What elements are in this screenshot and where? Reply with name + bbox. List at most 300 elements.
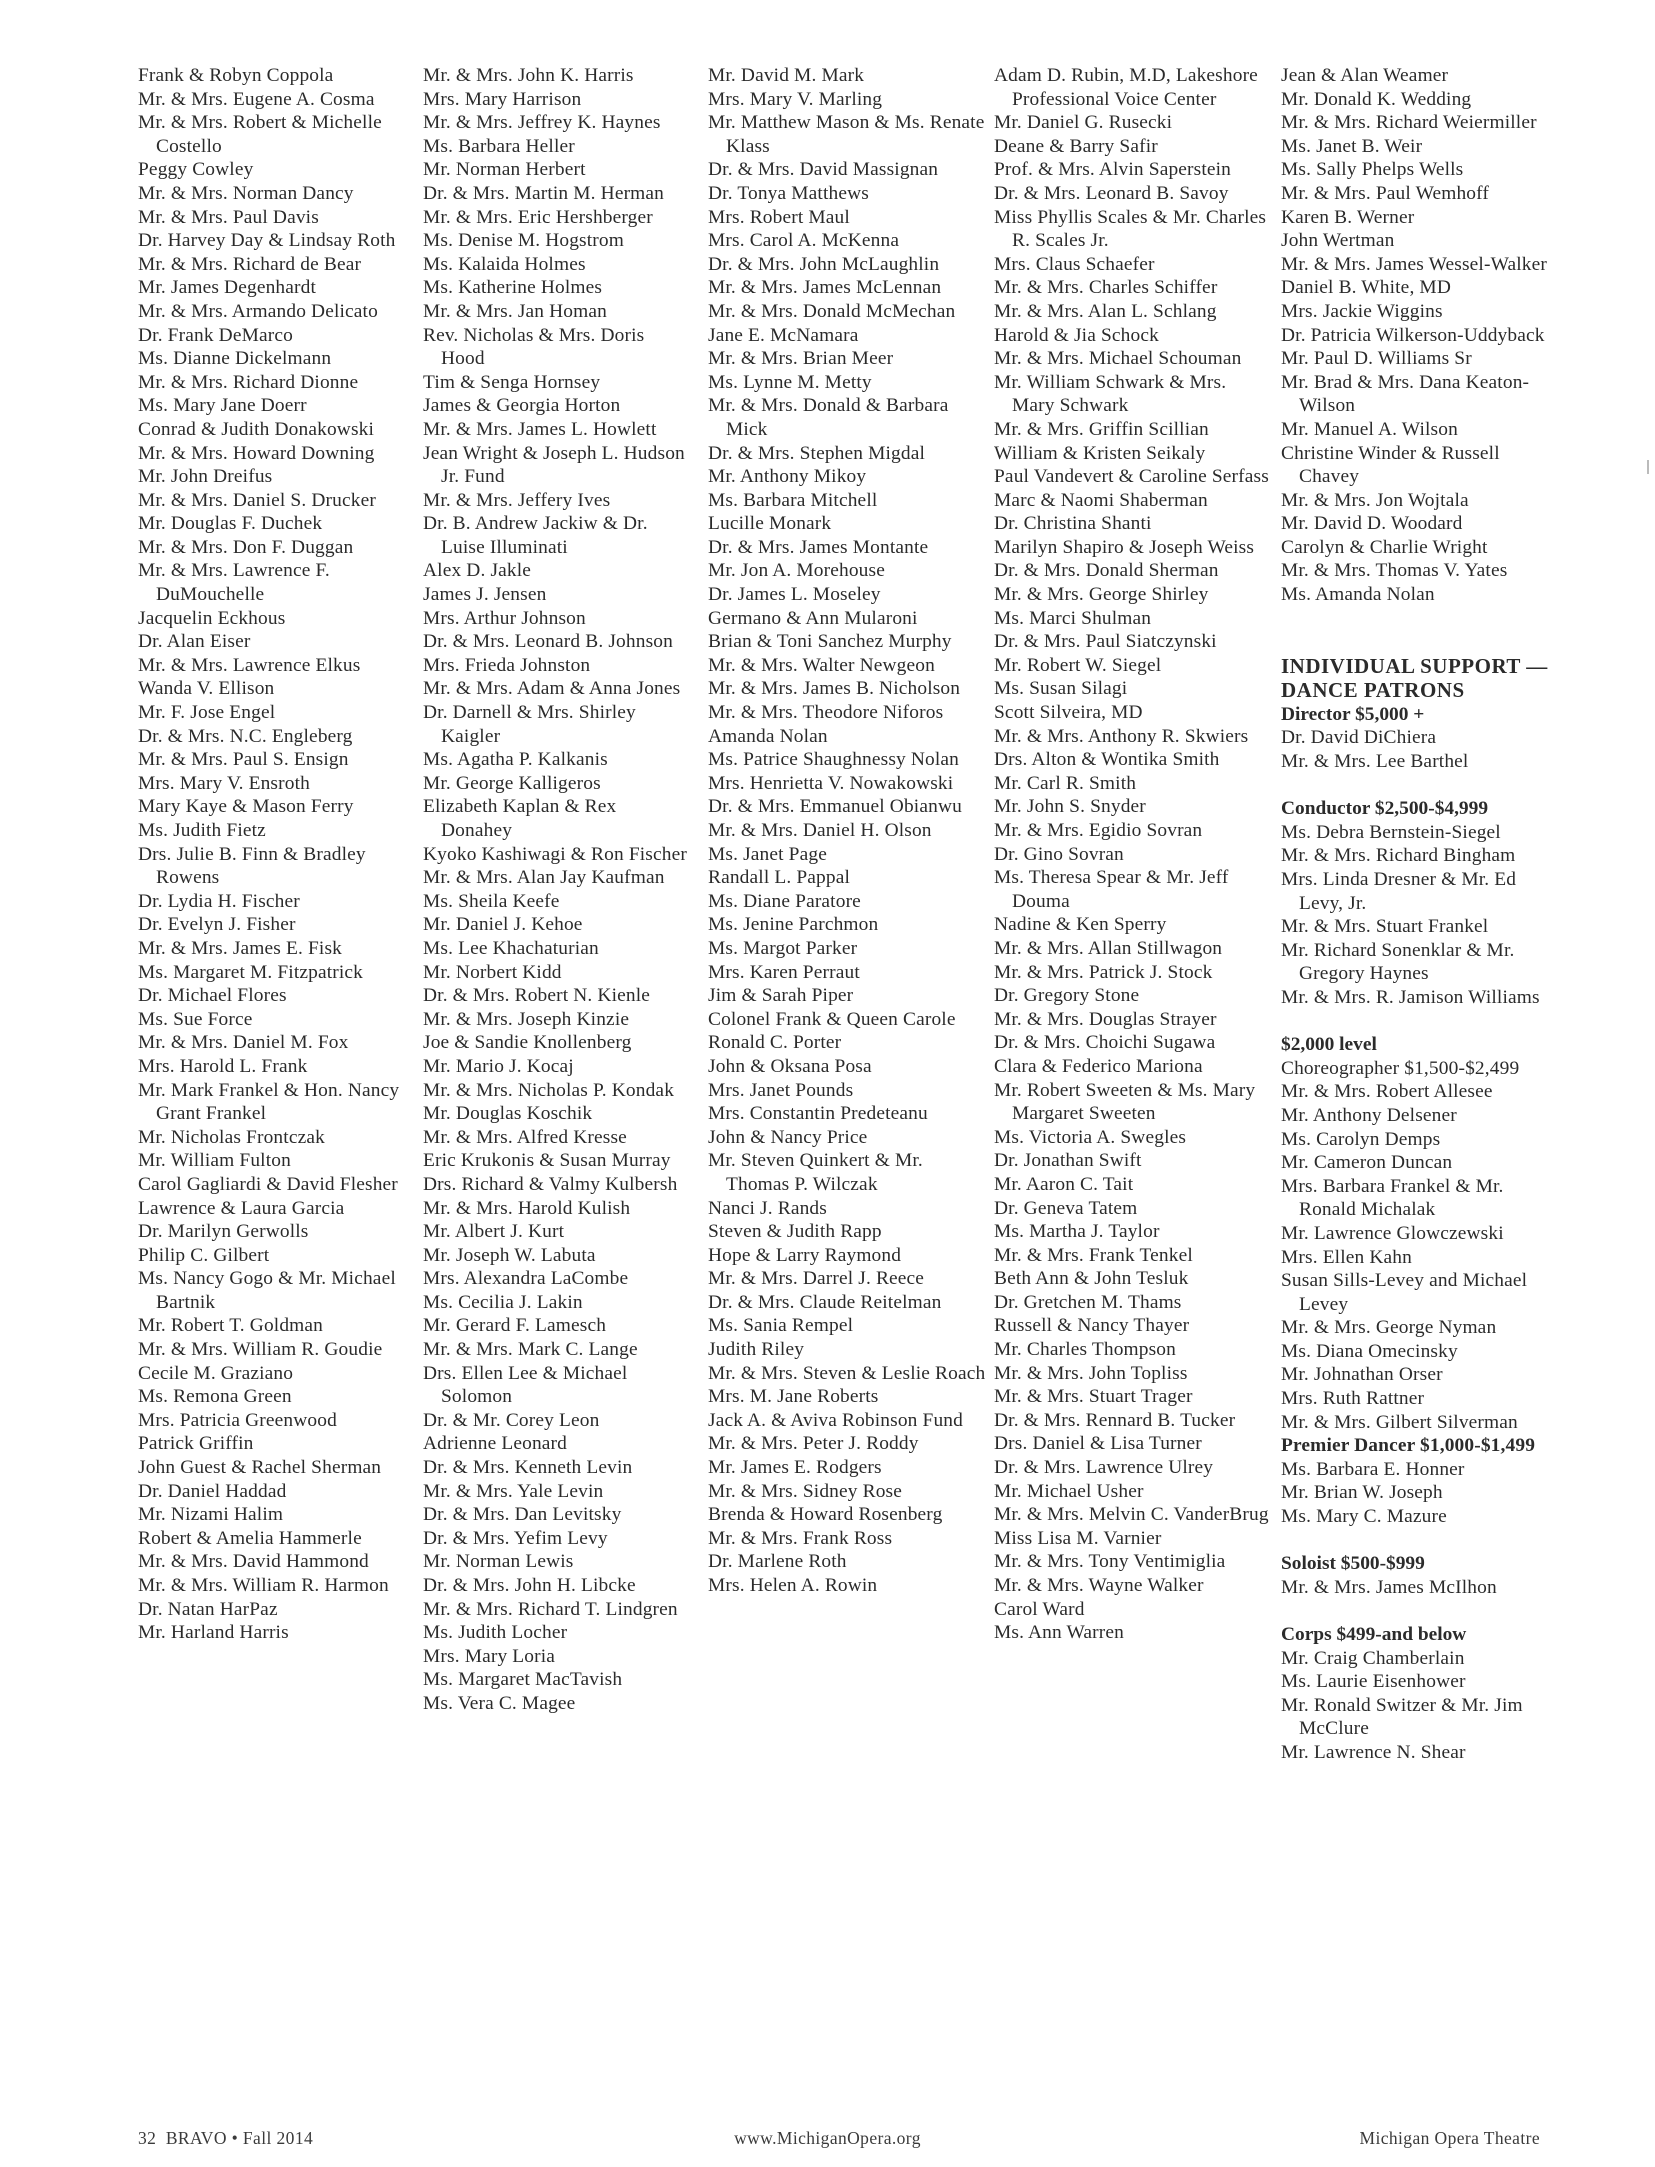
donor-name: Ms. Barbara E. Honner: [1281, 1458, 1465, 1480]
donor-name: Dr. James L. Moseley: [708, 584, 881, 606]
footer-website: www.MichiganOpera.org: [734, 2128, 921, 2148]
tier-label-2000-level: $2,000 level: [1281, 1034, 1377, 1056]
tier-list-premier-dancer: [1281, 1458, 1551, 1529]
donor-name: Lucille Monark: [708, 513, 832, 535]
donor-name: Ms. Denise M. Hogstrom: [423, 230, 624, 252]
donor-name: Mr. & Mrs. Paul Wemhoff: [1281, 182, 1490, 204]
spacer: [1281, 1599, 1551, 1623]
donor-name: Mr. Mario J. Kocaj: [423, 1055, 574, 1077]
donor-name: Mr. & Mrs. John K. Harris: [423, 65, 634, 86]
donor-name: Jacquelin Eckhous: [138, 607, 286, 629]
donor-name: Mr. & Mrs. Egidio Sovran: [994, 820, 1203, 841]
donor-name: Adam D. Rubin, M.D, Lakeshore Professional Voice Center: [994, 65, 1258, 110]
donor-name: Lawrence & Laura Garcia: [138, 1197, 345, 1219]
donor-name: Mr. & Mrs. Frank Tenkel: [994, 1244, 1193, 1266]
donor-name: Mrs. Arthur Johnson: [423, 607, 586, 629]
donor-name: Ms. Judith Fietz: [138, 820, 266, 841]
donor-name: Mr. & Mrs. Alfred Kresse: [423, 1126, 627, 1148]
donor-name: Ms. Barbara Mitchell: [708, 489, 878, 511]
donor-name: Dr. & Mrs. Kenneth Levin: [423, 1457, 633, 1479]
donor-name: Ms. Diana Omecinsky: [1281, 1340, 1458, 1362]
tier-list-corps: [1281, 1647, 1551, 1765]
donor-name: Dr. & Mrs. Choichi Sugawa: [994, 1032, 1216, 1054]
tier-label-soloist: Soloist $500-$999: [1281, 1553, 1425, 1575]
spacer: [1281, 1529, 1551, 1553]
donor-name: Mrs. Harold L. Frank: [138, 1055, 308, 1077]
donor-name: Ms. Sheila Keefe: [423, 890, 560, 912]
donor-name: Dr. Frank DeMarco: [138, 324, 293, 346]
donor-name: Mr. & Mrs. Daniel H. Olson: [708, 820, 932, 841]
donor-name: Mr. & Mrs. Gilbert Silverman: [1281, 1411, 1518, 1433]
donor-name: Peggy Cowley: [138, 159, 254, 181]
donor-name: Dr. Lydia H. Fischer: [138, 890, 300, 912]
donor-name: Mr. Anthony Delsener: [1281, 1104, 1457, 1126]
donor-name: Dr. Gretchen M. Thams: [994, 1291, 1182, 1313]
donor-name: Beth Ann & John Tesluk: [994, 1268, 1189, 1290]
donor-name: Dr. & Mrs. Leonard B. Johnson: [423, 631, 673, 653]
donor-name: Mrs. Constantin Predeteanu: [708, 1103, 928, 1125]
donor-name: Russell & Nancy Thayer: [994, 1315, 1190, 1337]
donor-name: Mr. & Mrs. Wayne Walker: [994, 1575, 1204, 1596]
donor-name: Mr. & Mrs. Don F. Duggan: [138, 536, 354, 558]
tier-label-conductor: Conductor $2,500-$4,999: [1281, 798, 1489, 820]
donor-name: Mrs. Jackie Wiggins: [1281, 300, 1443, 322]
spacer: [1281, 607, 1551, 631]
donor-name: Mrs. Linda Dresner & Mr. Ed Levy, Jr.: [1281, 869, 1517, 914]
donor-name: Mrs. Helen A. Rowin: [708, 1575, 878, 1596]
donor-name: Ms. Margaret MacTavish: [423, 1669, 623, 1691]
donor-name: Mrs. Barbara Frankel & Mr. Ronald Michalak: [1281, 1175, 1504, 1221]
donor-name: Dr. Tonya Matthews: [708, 182, 869, 204]
donor-name: Mr. & Mrs. Nicholas P. Kondak: [423, 1079, 675, 1101]
donor-name: Mr. & Mrs. Adam & Anna Jones: [423, 678, 681, 700]
donor-name: Mr. & Mrs. Stuart Frankel: [1281, 916, 1489, 938]
donor-name: Mr. Carl R. Smith: [994, 772, 1137, 794]
donor-name: Ms. Sue Force: [138, 1008, 253, 1030]
donor-name: Dr. Daniel Haddad: [138, 1480, 287, 1502]
donor-name: Wanda V. Ellison: [138, 678, 275, 700]
footer-publisher: Michigan Opera Theatre: [1359, 2128, 1540, 2148]
donor-name: Dr. & Mrs. Yefim Levy: [423, 1527, 608, 1549]
donor-name: Dr. Marilyn Gerwolls: [138, 1221, 309, 1243]
donor-name: Mrs. Mary V. Marling: [708, 88, 883, 110]
donor-name: Ms. Carolyn Demps: [1281, 1128, 1441, 1150]
donor-name: Mr. & Mrs. Daniel M. Fox: [138, 1032, 349, 1054]
donor-name: Dr. & Mrs. Donald Sherman: [994, 560, 1219, 582]
tier-list-choreographer: [1281, 1080, 1551, 1434]
donor-name: Mr. & Mrs. James E. Fisk: [138, 937, 342, 959]
donor-name: Mr. & Mrs. Eric Hershberger: [423, 206, 653, 228]
donor-name: Ms. Theresa Spear & Mr. Jeff Douma: [994, 867, 1229, 912]
donor-name: Dr. Harvey Day & Lindsay Roth: [138, 230, 396, 252]
donor-name: Mr. & Mrs. Yale Levin: [423, 1480, 604, 1502]
donor-name: Mr. & Mrs. Tony Ventimiglia: [994, 1551, 1226, 1573]
donor-name: Prof. & Mrs. Alvin Saperstein: [994, 159, 1232, 181]
donor-name: Mary Kaye & Mason Ferry: [138, 796, 354, 818]
donor-name: Mr. Brian W. Joseph: [1281, 1482, 1443, 1504]
donor-name: Mr. Douglas F. Duchek: [138, 513, 323, 535]
donor-name: Dr. Alan Eiser: [138, 631, 251, 653]
donor-name: Christine Winder & Russell Chavey: [1281, 442, 1500, 488]
donor-name: Ms. Agatha P. Kalkanis: [423, 749, 608, 771]
donor-column-4: [994, 64, 1269, 1645]
donor-name: Mr. & Mrs. Donald & Barbara Mick: [708, 395, 949, 440]
donor-name: Mr. Lawrence Glowczewski: [1281, 1222, 1504, 1244]
donor-name: Mr. Johnathan Orser: [1281, 1364, 1443, 1386]
donor-name: Mrs. Janet Pounds: [708, 1079, 854, 1101]
donor-name: Mrs. Claus Schaefer: [994, 253, 1155, 275]
donor-name: Dr. Marlene Roth: [708, 1551, 847, 1573]
donor-column-5: [1281, 64, 1551, 1765]
donor-name: Mr. Joseph W. Labuta: [423, 1244, 596, 1266]
donor-name: Ms. Lynne M. Metty: [708, 371, 872, 393]
donor-name: Mr. Jon A. Morehouse: [708, 560, 885, 582]
donor-name: Dr. David DiChiera: [1281, 727, 1437, 749]
donor-name: Mr. & Mrs. Michael Schouman: [994, 348, 1242, 370]
donor-name: Mr. & Mrs. Brian Meer: [708, 348, 894, 370]
donor-name: Mrs. M. Jane Roberts: [708, 1386, 879, 1408]
donor-name: Drs. Ellen Lee & Michael Solomon: [423, 1362, 628, 1408]
donor-name: Mr. & Mrs. Richard Bingham: [1281, 845, 1516, 867]
donor-name: Mr. Douglas Koschik: [423, 1103, 593, 1125]
donor-name: Mrs. Mary Harrison: [423, 88, 582, 110]
donor-name: Conrad & Judith Donakowski: [138, 418, 375, 440]
donor-name: Tim & Senga Hornsey: [423, 371, 601, 393]
donor-name: Amanda Nolan: [708, 725, 828, 747]
donor-name: Ms. Victoria A. Swegles: [994, 1126, 1187, 1148]
donor-name: Ms. Patrice Shaughnessy Nolan: [708, 749, 960, 771]
donor-name: Mr. & Mrs. Sidney Rose: [708, 1480, 902, 1502]
donor-name: Colonel Frank & Queen Carole: [708, 1008, 956, 1030]
donor-name: Ms. Amanda Nolan: [1281, 584, 1435, 606]
donor-name: Brenda & Howard Rosenberg: [708, 1504, 943, 1526]
donor-name: Mrs. Karen Perraut: [708, 961, 860, 983]
donor-name: Dr. & Mrs. Paul Siatczynski: [994, 631, 1217, 653]
donor-name: Mr. Daniel G. Rusecki: [994, 112, 1173, 134]
donor-name: Carol Ward: [994, 1598, 1085, 1620]
donor-name: Mr. & Mrs. Stuart Trager: [994, 1386, 1193, 1408]
donor-name: Mr. & Mrs. Richard T. Lindgren: [423, 1598, 678, 1620]
donor-name: Mr. & Mrs. Jan Homan: [423, 300, 607, 322]
donor-name: Mrs. Frieda Johnston: [423, 654, 591, 676]
footer-page-issue: 32 BRAVO • Fall 2014: [138, 2128, 314, 2148]
donor-name: Mr. & Mrs. James McLennan: [708, 277, 942, 299]
donor-name: Dr. Gregory Stone: [994, 985, 1140, 1007]
donor-name: John Guest & Rachel Sherman: [138, 1457, 382, 1479]
donor-name: Dr. Gino Sovran: [994, 843, 1124, 865]
donor-name: Mr. & Mrs. R. Jamison Williams: [1281, 986, 1540, 1008]
donor-name: Jean Wright & Joseph L. Hudson Jr. Fund: [423, 442, 685, 488]
donor-name: Mr. Ronald Switzer & Mr. Jim McClure: [1281, 1694, 1523, 1740]
donor-name: Ms. Lee Khachaturian: [423, 937, 599, 959]
donor-name: Dr. & Mrs. John McLaughlin: [708, 253, 940, 275]
donor-name: Ms. Laurie Eisenhower: [1281, 1671, 1466, 1693]
donor-name: Mrs. Mary V. Ensroth: [138, 772, 310, 794]
donor-name: Mr. Norbert Kidd: [423, 961, 562, 983]
donor-name: Jane E. McNamara: [708, 324, 859, 346]
donor-name: Ms. Kalaida Holmes: [423, 253, 586, 275]
donor-name: Mr. David M. Mark: [708, 65, 865, 86]
donor-name: Mr. & Mrs. Paul S. Ensign: [138, 749, 349, 771]
donor-name: Mr. & Mrs. Melvin C. VanderBrug: [994, 1504, 1269, 1526]
donor-name: Mrs. Henrietta V. Nowakowski: [708, 772, 954, 794]
donor-name: Mrs. Patricia Greenwood: [138, 1409, 337, 1431]
donor-name: Ms. Sania Rempel: [708, 1315, 854, 1337]
donor-name: Mrs. Robert Maul: [708, 206, 850, 228]
donor-name: Mr. Nicholas Frontczak: [138, 1126, 325, 1148]
donor-name: Mr. & Mrs. William R. Harmon: [138, 1575, 389, 1596]
donor-name: Dr. & Mrs. Rennard B. Tucker: [994, 1409, 1236, 1431]
tier-label-corps: Corps $499-and below: [1281, 1624, 1467, 1645]
donor-name: Miss Phyllis Scales & Mr. Charles R. Scales Jr.: [994, 206, 1267, 252]
donor-name: Robert & Amelia Hammerle: [138, 1527, 362, 1549]
donor-name: Kyoko Kashiwagi & Ron Fischer: [423, 843, 687, 865]
donor-name: Mrs. Ruth Rattner: [1281, 1388, 1425, 1410]
tier-label-choreographer: Choreographer $1,500-$2,499: [1281, 1057, 1520, 1079]
donor-name: Marilyn Shapiro & Joseph Weiss: [994, 536, 1255, 558]
donor-name: Mr. Lawrence N. Shear: [1281, 1741, 1466, 1763]
tier-list-soloist: [1281, 1576, 1551, 1600]
donor-name: Eric Krukonis & Susan Murray: [423, 1150, 671, 1172]
donor-name: Mr. & Mrs. George Nyman: [1281, 1317, 1497, 1339]
donor-name: Drs. Daniel & Lisa Turner: [994, 1433, 1202, 1455]
donor-name: Deane & Barry Safir: [994, 135, 1158, 157]
donor-name: Mr. Donald K. Wedding: [1281, 88, 1472, 110]
donor-name: Steven & Judith Rapp: [708, 1221, 882, 1243]
donor-name: Mr. George Kalligeros: [423, 772, 601, 794]
donor-name: Dr. & Mrs. David Massignan: [708, 159, 939, 181]
donor-name: Mr. William Schwark & Mrs. Mary Schwark: [994, 371, 1227, 417]
donor-name: Dr. & Mrs. N.C. Engleberg: [138, 725, 353, 747]
donor-name: Dr. & Mrs. Emmanuel Obianwu: [708, 796, 962, 818]
donor-name: Mr. & Mrs. Harold Kulish: [423, 1197, 631, 1219]
donor-name: Karen B. Werner: [1281, 206, 1415, 228]
donor-name: Mr. Albert J. Kurt: [423, 1221, 565, 1243]
donor-name: Mr. & Mrs. Jon Wojtala: [1281, 489, 1469, 511]
donor-name: Mr. & Mrs. Robert Allesee: [1281, 1081, 1493, 1103]
donor-name: Alex D. Jakle: [423, 560, 532, 582]
donor-name: Mr. James E. Rodgers: [708, 1457, 882, 1479]
donor-name: Jack A. & Aviva Robinson Fund: [708, 1409, 963, 1431]
donor-column-2: [423, 64, 688, 1716]
donor-name: Harold & Jia Schock: [994, 324, 1159, 346]
donor-name: Mr. Matthew Mason & Ms. Renate Klass: [708, 112, 985, 157]
donor-name: Mr. & Mrs. Walter Newgeon: [708, 654, 935, 676]
donor-name: Mr. & Mrs. Alan Jay Kaufman: [423, 867, 665, 889]
donor-name: Joe & Sandie Knollenberg: [423, 1032, 632, 1054]
donor-name: Marc & Naomi Shaberman: [994, 489, 1208, 511]
donor-name: Dr. Christina Shanti: [994, 513, 1152, 535]
donor-name: Mr. James Degenhardt: [138, 277, 317, 299]
donor-name: Mr. Gerard F. Lamesch: [423, 1315, 607, 1337]
donor-name: Ms. Janet B. Weir: [1281, 135, 1423, 157]
donor-name: Mr. & Mrs. John Topliss: [994, 1362, 1188, 1384]
donor-name: Ronald C. Porter: [708, 1032, 842, 1054]
donor-name: Ms. Mary Jane Doerr: [138, 395, 307, 417]
donor-name: Randall L. Pappal: [708, 867, 851, 889]
donor-name: Ms. Katherine Holmes: [423, 277, 603, 299]
donor-name: Mrs. Carol A. McKenna: [708, 230, 900, 252]
donor-name: Dr. & Mrs. Claude Reitelman: [708, 1291, 942, 1313]
donor-name: Philip C. Gilbert: [138, 1244, 270, 1266]
tier-list-director: [1281, 726, 1551, 773]
donor-name: Mr. & Mrs. Mark C. Lange: [423, 1339, 638, 1361]
donor-name: Brian & Toni Sanchez Murphy: [708, 631, 952, 653]
donor-name: Mr. & Mrs. Alan L. Schlang: [994, 300, 1217, 322]
donor-name: Mr. Anthony Mikoy: [708, 466, 867, 488]
donor-list: [1281, 64, 1551, 607]
donor-name: Mr. Craig Chamberlain: [1281, 1647, 1465, 1669]
donor-name: Paul Vandevert & Caroline Serfass: [994, 466, 1269, 488]
donor-name: Mr. Harland Harris: [138, 1622, 289, 1644]
donor-name: Ms. Martha J. Taylor: [994, 1221, 1160, 1243]
donor-name: Mr. Daniel J. Kehoe: [423, 914, 583, 936]
donor-name: Ms. Susan Silagi: [994, 678, 1128, 700]
donor-name: Ms. Ann Warren: [994, 1622, 1124, 1644]
donor-name: Dr. Natan HarPaz: [138, 1598, 278, 1620]
scan-edge-mark: [1647, 460, 1649, 474]
donor-name: Patrick Griffin: [138, 1433, 254, 1455]
tier-label-premier-dancer: Premier Dancer $1,000-$1,499: [1281, 1435, 1536, 1457]
donor-name: Mrs. Mary Loria: [423, 1645, 556, 1667]
donor-name: Mr. Mark Frankel & Hon. Nancy Grant Frankel: [138, 1079, 400, 1125]
donor-name: Ms. Dianne Dickelmann: [138, 348, 332, 370]
donor-name: Mr. & Mrs. Daniel S. Drucker: [138, 489, 376, 511]
donor-name: Dr. & Mrs. Stephen Migdal: [708, 442, 926, 464]
donor-name: Mr. Robert W. Siegel: [994, 654, 1162, 676]
donor-name: Mr. & Mrs. Joseph Kinzie: [423, 1008, 630, 1030]
donor-name: Mr. Richard Sonenklar & Mr. Gregory Haynes: [1281, 939, 1515, 985]
donor-name: Mr. David D. Woodard: [1281, 513, 1463, 535]
donor-name: Mr. Brad & Mrs. Dana Keaton-Wilson: [1281, 371, 1530, 417]
donor-name: Ms. Sally Phelps Wells: [1281, 159, 1464, 181]
donor-name: Ms. Vera C. Magee: [423, 1692, 576, 1714]
donor-name: Mr. & Mrs. Patrick J. Stock: [994, 961, 1213, 983]
donor-name: Mr. & Mrs. Howard Downing: [138, 442, 375, 464]
donor-name: Dr. B. Andrew Jackiw & Dr. Luise Illuminati: [423, 513, 648, 558]
donor-name: Ms. Remona Green: [138, 1386, 292, 1408]
donor-name: Mr. & Mrs. Anthony R. Skwiers: [994, 725, 1249, 747]
donor-name: Scott Silveira, MD: [994, 702, 1143, 724]
donor-name: Mrs. Alexandra LaCombe: [423, 1268, 629, 1290]
donor-name: Dr. Michael Flores: [138, 985, 287, 1007]
donor-name: Mr. & Mrs. Lawrence F. DuMouchelle: [138, 560, 330, 606]
donor-name: Mr. Paul D. Williams Sr: [1281, 348, 1472, 370]
donor-name: Mr. & Mrs. Norman Dancy: [138, 182, 354, 204]
donor-name: Mr. & Mrs. Griffin Scillian: [994, 418, 1209, 440]
donor-name: Mr. William Fulton: [138, 1150, 291, 1172]
donor-name: Mr. F. Jose Engel: [138, 702, 276, 724]
donor-name: Carol Gagliardi & David Flesher: [138, 1173, 398, 1195]
donor-name: Ms. Nancy Gogo & Mr. Michael Bartnik: [138, 1268, 396, 1313]
donor-name: Mr. & Mrs. Donald McMechan: [708, 300, 956, 322]
donor-name: Mr. & Mrs. James L. Howlett: [423, 418, 657, 440]
donor-name: James J. Jensen: [423, 584, 547, 606]
donor-name: Frank & Robyn Coppola: [138, 65, 334, 86]
donor-name: Elizabeth Kaplan & Rex Donahey: [423, 796, 617, 841]
donor-name: Mr. Robert Sweeten & Ms. Mary Margaret Sweeten: [994, 1079, 1256, 1125]
donor-name: Ms. Judith Locher: [423, 1622, 568, 1644]
donor-name: Mr. & Mrs. Armando Delicato: [138, 300, 378, 322]
donor-name: Cecile M. Graziano: [138, 1362, 294, 1384]
donor-name: Dr. & Mr. Corey Leon: [423, 1409, 600, 1431]
donor-name: Mr. & Mrs. Richard Dionne: [138, 371, 359, 393]
donor-name: Daniel B. White, MD: [1281, 277, 1451, 299]
donor-name: Dr. & Mrs. Lawrence Ulrey: [994, 1457, 1214, 1479]
donor-name: Mr. Manuel A. Wilson: [1281, 418, 1458, 440]
donor-name: Mr. Michael Usher: [994, 1480, 1144, 1502]
donor-name: Mr. & Mrs. George Shirley: [994, 584, 1209, 606]
donor-name: Nadine & Ken Sperry: [994, 914, 1167, 936]
donor-name: William & Kristen Seikaly: [994, 442, 1206, 464]
donor-name: Mr. Charles Thompson: [994, 1339, 1177, 1361]
donor-name: Mrs. Ellen Kahn: [1281, 1246, 1412, 1268]
donor-name: Jim & Sarah Piper: [708, 985, 854, 1007]
donor-name: Dr. & Mrs. Leonard B. Savoy: [994, 182, 1229, 204]
donor-name: Susan Sills-Levey and Michael Levey: [1281, 1270, 1528, 1315]
donor-name: Mr. & Mrs. Paul Davis: [138, 206, 319, 228]
donor-name: Dr. & Mrs. John H. Libcke: [423, 1575, 636, 1596]
donor-name: Ms. Jenine Parchmon: [708, 914, 879, 936]
donor-name: Ms. Cecilia J. Lakin: [423, 1291, 583, 1313]
donor-name: Mr. & Mrs. Steven & Leslie Roach: [708, 1362, 986, 1384]
donor-name: Mr. & Mrs. James Wessel-Walker: [1281, 253, 1547, 275]
donor-name: Mr. Norman Herbert: [423, 159, 586, 181]
donor-column-3: [708, 64, 988, 1598]
donor-name: Drs. Alton & Wontika Smith: [994, 749, 1220, 771]
tier-list-conductor: [1281, 821, 1551, 1010]
donor-name: Dr. Evelyn J. Fisher: [138, 914, 296, 936]
donor-name: Dr. Darnell & Mrs. Shirley Kaigler: [423, 702, 636, 747]
donor-name: Mr. & Mrs. Richard de Bear: [138, 253, 362, 275]
donor-name: Mr. & Mrs. Charles Schiffer: [994, 277, 1218, 299]
donor-name: Mr. & Mrs. Thomas V. Yates: [1281, 560, 1508, 582]
donor-name: Mr. & Mrs. Frank Ross: [708, 1527, 893, 1549]
donor-name: Dr. Geneva Tatem: [994, 1197, 1138, 1219]
donor-name: Adrienne Leonard: [423, 1433, 567, 1455]
donor-name: Carolyn & Charlie Wright: [1281, 536, 1488, 558]
donor-name: Mr. Steven Quinkert & Mr. Thomas P. Wilczak: [708, 1150, 923, 1195]
donor-name: Hope & Larry Raymond: [708, 1244, 902, 1266]
donor-name: Mr. Cameron Duncan: [1281, 1152, 1453, 1174]
donor-name: Mr. & Mrs. Lawrence Elkus: [138, 654, 361, 676]
donor-name: Nanci J. Rands: [708, 1197, 827, 1219]
donor-name: Dr. & Mrs. Martin M. Herman: [423, 182, 665, 204]
donor-name: Mr. & Mrs. Allan Stillwagon: [994, 937, 1223, 959]
donor-name: Rev. Nicholas & Mrs. Doris Hood: [423, 324, 645, 370]
donor-name: John Wertman: [1281, 230, 1395, 252]
donor-name: Mr. Nizami Halim: [138, 1504, 284, 1526]
donor-name: Mr. & Mrs. Theodore Niforos: [708, 702, 944, 724]
donor-name: Ms. Margaret M. Fitzpatrick: [138, 961, 364, 983]
spacer: [1281, 1010, 1551, 1034]
donor-name: Germano & Ann Mularoni: [708, 607, 918, 629]
donor-name: Mr. John S. Snyder: [994, 796, 1146, 818]
donor-name: Mr. & Mrs. Darrel J. Reece: [708, 1268, 925, 1290]
donor-name: Jean & Alan Weamer: [1281, 65, 1449, 86]
donor-name: Mr. Robert T. Goldman: [138, 1315, 324, 1337]
donor-name: Dr. & Mrs. Robert N. Kienle: [423, 985, 651, 1007]
donor-name: Mr. & Mrs. Jeffery Ives: [423, 489, 611, 511]
donor-name: Ms. Debra Bernstein-Siegel: [1281, 821, 1501, 843]
donor-name: Ms. Diane Paratore: [708, 890, 861, 912]
donor-name: Dr. & Mrs. Dan Levitsky: [423, 1504, 622, 1526]
donor-name: Clara & Federico Mariona: [994, 1055, 1203, 1077]
donor-column-1: [138, 64, 403, 1645]
donor-name: John & Nancy Price: [708, 1126, 868, 1148]
donor-name: Mr. Norman Lewis: [423, 1551, 574, 1573]
donor-name: Mr. & Mrs. Douglas Strayer: [994, 1008, 1217, 1030]
